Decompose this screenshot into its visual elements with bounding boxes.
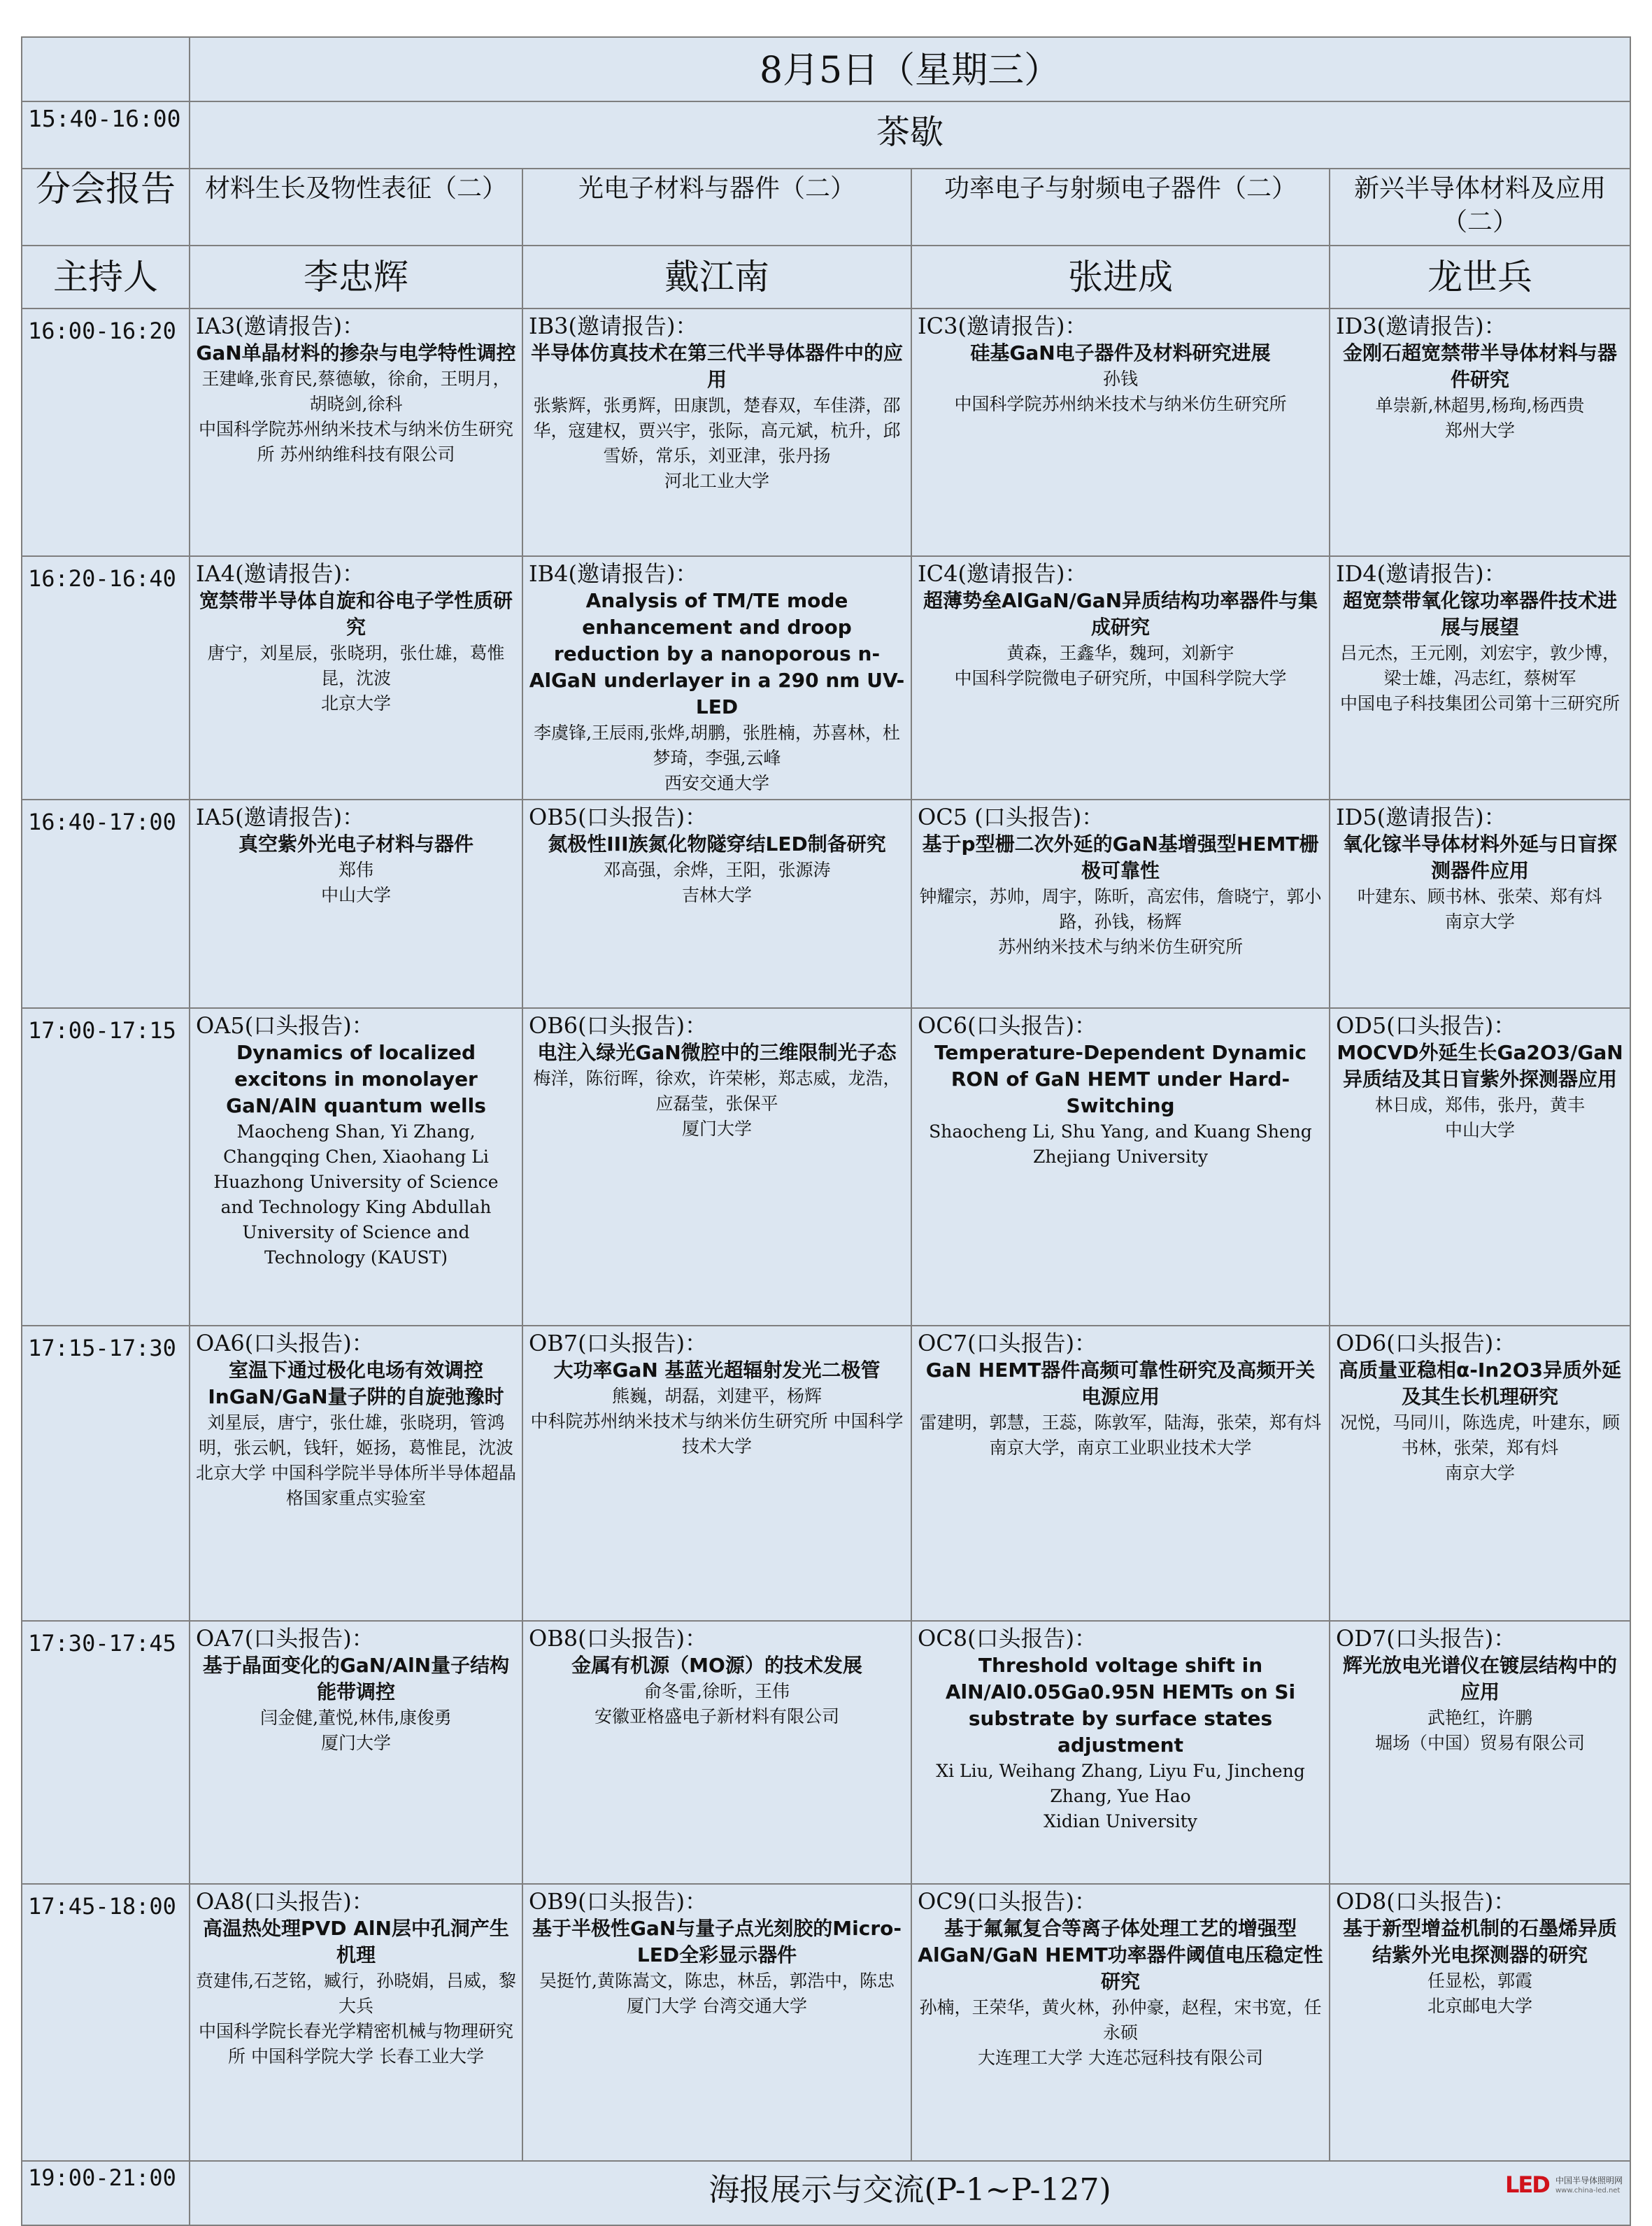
talk-affiliation: 郑州大学: [1445, 420, 1516, 441]
talk-authors: 孙钱: [1102, 369, 1138, 389]
talk-authors: 俞冬雷,徐昕，王伟: [644, 1681, 790, 1701]
talk-code: ID5(邀请报告)：: [1336, 804, 1507, 830]
talk-affiliation: 厦门大学 台湾交通大学: [627, 1996, 807, 2016]
time-slot-row: [22, 1884, 1630, 2161]
talk-cell: [1330, 556, 1630, 800]
host-name: 龙世兵: [1330, 246, 1630, 309]
talk-cell: [190, 309, 522, 556]
talk-title: 超薄势垒AlGaN/GaN异质结构功率器件与集成研究: [923, 589, 1318, 639]
talk-affiliation: 安徽亚格盛电子新材料有限公司: [594, 1706, 839, 1727]
talk-authors: Shaocheng Li, Shu Yang, and Kuang Sheng: [929, 1121, 1312, 1142]
talk-title: Dynamics of localized excitons in monolayer GaN/AlN quantum wells: [226, 1041, 486, 1117]
session-header-label: 分会报告: [22, 169, 190, 246]
talk-authors: 唐宁，刘星辰，张晓玥，张仕雄，葛惟昆，沈波: [207, 643, 505, 688]
talk-title: 金刚石超宽禁带半导体材料与器件研究: [1343, 341, 1618, 391]
time-slot-row: [22, 1008, 1630, 1326]
talk-affiliation: 南京大学: [1445, 1463, 1516, 1483]
talk-title: Threshold voltage shift in AlN/Al0.05Ga0.95N HEMTs on Si substrate by surface states adjustment: [945, 1654, 1296, 1757]
talk-code: OC5 (口头报告)：: [918, 804, 1104, 830]
talk-cell: [190, 1008, 522, 1326]
host-name: 戴江南: [522, 246, 911, 309]
talk-title: 超宽禁带氧化镓功率器件技术进展与展望: [1343, 589, 1618, 639]
talk-code: OB5(口头报告)：: [529, 804, 708, 830]
host-name: 张进成: [911, 246, 1330, 309]
talk-code: OD8(口头报告)：: [1336, 1888, 1516, 1915]
talk-authors: Maocheng Shan, Yi Zhang, Changqing Chen, Xiaohang Li: [223, 1121, 489, 1167]
talk-affiliation: 中国科学院苏州纳米技术与纳米仿生研究所: [954, 394, 1287, 414]
talk-affiliation: 中国科学院微电子研究所，中国科学院大学: [954, 668, 1287, 688]
talk-title: 基于新型增益机制的石墨烯异质结紫外光电探测器的研究: [1343, 1917, 1618, 1966]
slot-time: 16:00-16:20: [22, 309, 190, 556]
talk-code: IA3(邀请报告)：: [196, 313, 365, 339]
talk-affiliation: 中国电子科技集团公司第十三研究所: [1340, 693, 1621, 714]
talk-code: OB7(口头报告)：: [529, 1330, 708, 1356]
slot-time: 16:40-17:00: [22, 800, 190, 1008]
talk-code: OB6(口头报告)：: [529, 1012, 708, 1039]
talk-authors: Xi Liu, Weihang Zhang, Liyu Fu, Jincheng Zhang, Yue Hao: [936, 1761, 1305, 1806]
poster-session-row: [22, 2161, 1630, 2225]
talk-cell: [911, 1326, 1330, 1621]
tea-break-time: 15:40-16:00: [22, 101, 190, 169]
talk-affiliation: 西安交通大学: [664, 773, 769, 793]
talk-affiliation: 北京大学: [320, 693, 391, 714]
slot-time: 17:45-18:00: [22, 1884, 190, 2161]
talk-affiliation: Xidian University: [1044, 1811, 1197, 1831]
talk-cell: [190, 1326, 522, 1621]
talk-affiliation: Huazhong University of Science and Technology King Abdullah University of Science and Technology (KAUST): [213, 1172, 499, 1268]
slot-time: 16:20-16:40: [22, 556, 190, 800]
talk-title: 高质量亚稳相α-In2O3异质外延及其生长机理研究: [1339, 1359, 1622, 1408]
talk-affiliation: 堀场（中国）贸易有限公司: [1375, 1733, 1586, 1753]
talk-cell: [522, 1621, 911, 1884]
talk-authors: 雷建明，郭慧，王蕊，陈敦军，陆海，张荣，郑有炓: [919, 1412, 1322, 1433]
talk-title: Temperature-Dependent Dynamic RON of GaN HEMT under Hard-Switching: [934, 1041, 1306, 1117]
talk-cell: [1330, 1621, 1630, 1884]
talk-affiliation: 苏州纳米技术与纳米仿生研究所: [997, 937, 1243, 957]
talk-cell: [911, 556, 1330, 800]
slot-time: 17:00-17:15: [22, 1008, 190, 1326]
talk-code: IC4(邀请报告)：: [918, 560, 1088, 587]
talk-title: 真空紫外光电子材料与器件: [238, 832, 473, 856]
talk-cell: [190, 1621, 522, 1884]
talk-authors: 黄森，王鑫华，魏珂，刘新宇: [1006, 643, 1234, 663]
talk-cell: [190, 556, 522, 800]
schedule-table: [21, 36, 1631, 2226]
session-header-row: [22, 169, 1630, 246]
talk-code: IB4(邀请报告)：: [529, 560, 698, 587]
time-slot-row: [22, 1326, 1630, 1621]
talk-cell: [1330, 800, 1630, 1008]
date-row: [22, 37, 1630, 101]
talk-code: OD5(口头报告)：: [1336, 1012, 1516, 1039]
talk-authors: 郑伟: [338, 860, 373, 880]
talk-code: OC9(口头报告)：: [918, 1888, 1097, 1915]
host-row: [22, 246, 1630, 309]
talk-authors: 李虞锋,王辰雨,张烨,胡鹏，张胜楠，苏喜林，杜梦琦，李强,云峰: [534, 723, 900, 768]
talk-authors: 邓高强，余烨，王阳，张源涛: [603, 860, 831, 880]
logo-url: www.china-led.net: [1555, 2187, 1621, 2195]
talk-affiliation: 大连理工大学 大连芯冠科技有限公司: [978, 2048, 1263, 2068]
time-slot-row: [22, 556, 1630, 800]
talk-authors: 叶建东、顾书林、张荣、郑有炓: [1358, 886, 1603, 907]
talk-cell: [522, 1008, 911, 1326]
talk-affiliation: 中山大学: [1445, 1120, 1516, 1140]
talk-title: 大功率GaN 基蓝光超辐射发光二极管: [553, 1359, 881, 1382]
site-logo: [1505, 2171, 1631, 2199]
talk-cell: [1330, 309, 1630, 556]
talk-code: IB3(邀请报告)：: [529, 313, 698, 339]
talk-authors: 任显松，郭霞: [1427, 1971, 1533, 1991]
poster-label: 海报展示与交流(P-1~P-127): [190, 2161, 1630, 2225]
host-name: 李忠辉: [190, 246, 522, 309]
tea-break-row: [22, 101, 1630, 169]
talk-cell: [911, 309, 1330, 556]
talk-title: 硅基GaN电子器件及材料研究进展: [970, 341, 1271, 364]
talk-code: IA5(邀请报告)：: [196, 804, 365, 830]
talk-authors: 刘星辰，唐宁，张仕雄，张晓玥，管鸿明，张云帆，钱轩，姬扬，葛惟昆，沈波: [198, 1412, 513, 1458]
talk-authors: 钟耀宗，苏帅，周宇，陈昕，高宏伟，詹晓宁，郭小路，孙钱，杨辉: [919, 886, 1322, 932]
talk-affiliation: 厦门大学: [681, 1119, 752, 1139]
talk-code: OA5(口头报告)：: [196, 1012, 374, 1039]
talk-affiliation: 南京大学: [1445, 912, 1516, 932]
talk-title: GaN HEMT器件高频可靠性研究及高频开关电源应用: [925, 1359, 1316, 1408]
talk-code: ID3(邀请报告)：: [1336, 313, 1507, 339]
talk-authors: 武艳红，许鹏: [1427, 1708, 1533, 1728]
logo-mark: LED: [1505, 2171, 1549, 2198]
talk-cell: [911, 800, 1330, 1008]
talk-authors: 张紫辉，张勇辉，田康凯，楚春双，车佳漭，邵华，寇建权，贾兴宇，张际，高元斌，杭升，邱雪娇，常乐，刘亚津，张丹扬: [533, 395, 901, 466]
talk-title: 室温下通过极化电场有效调控InGaN/GaN量子阱的自旋弛豫时: [208, 1359, 504, 1408]
talk-cell: [911, 1621, 1330, 1884]
talk-authors: 王建峰,张育民,蔡德敏，徐俞，王明月，胡晓剑,徐科: [201, 369, 511, 414]
talk-title: 基于氟氟复合等离子体处理工艺的增强型AlGaN/GaN HEMT功率器件阈值电压稳定性研究: [918, 1917, 1323, 1993]
talk-affiliation: 南京大学，南京工业职业技术大学: [989, 1438, 1252, 1458]
date-title: 8月5日（星期三）: [190, 37, 1630, 101]
talk-cell: [1330, 1326, 1630, 1621]
talk-cell: [522, 556, 911, 800]
talk-authors: 贲建伟,石芝铭，臧行，孙晓娟，吕威，黎大兵: [196, 1971, 516, 2016]
talk-code: ID4(邀请报告)：: [1336, 560, 1507, 587]
talk-title: 氧化镓半导体材料外延与日盲探测器件应用: [1343, 832, 1618, 882]
poster-time: 19:00-21:00: [22, 2161, 190, 2225]
session-name: 光电子材料与器件（二）: [522, 169, 911, 246]
talk-title: 高温热处理PVD AlN层中孔洞产生机理: [203, 1917, 509, 1966]
talk-affiliation: 河北工业大学: [664, 471, 769, 491]
time-slot-row: [22, 1621, 1630, 1884]
tea-break-label: 茶歇: [190, 101, 1630, 169]
date-corner-cell: [22, 37, 190, 101]
talk-code: OD7(口头报告)：: [1336, 1625, 1516, 1652]
talk-authors: 林日成，郑伟，张丹，黄丰: [1375, 1095, 1586, 1115]
talk-authors: 吴挺竹,黄陈嵩文，陈忠，林岳，郭浩中，陈忠: [539, 1971, 895, 1991]
talk-title: 基于晶面变化的GaN/AlN量子结构能带调控: [202, 1654, 510, 1703]
session-name: 功率电子与射频电子器件（二）: [911, 169, 1330, 246]
talk-affiliation: 厦门大学: [320, 1733, 391, 1753]
talk-code: OA7(口头报告)：: [196, 1625, 374, 1652]
talk-cell: [1330, 1008, 1630, 1326]
talk-authors: 吕元杰，王元刚，刘宏宇，敦少博，梁士雄，冯志红，蔡树军: [1340, 643, 1621, 688]
talk-affiliation: 中山大学: [320, 885, 391, 905]
talk-title: 宽禁带半导体自旋和谷电子学性质研究: [199, 589, 513, 639]
time-slot-row: [22, 309, 1630, 556]
talk-authors: 孙楠，王荣华，黄火林，孙仲豪，赵程，宋书宽，任永硕: [919, 1997, 1322, 2043]
slot-time: 17:30-17:45: [22, 1621, 190, 1884]
talk-affiliation: 北京邮电大学: [1427, 1996, 1533, 2016]
talk-cell: [522, 309, 911, 556]
talk-affiliation: 中国科学院长春光学精密机械与物理研究所 中国科学院大学 长春工业大学: [198, 2021, 513, 2067]
talk-title: Analysis of TM/TE mode enhancement and droop reduction by a nanoporous n-AlGaN underlayer in a 290 nm UV-LED: [529, 589, 905, 718]
talk-cell: [190, 1884, 522, 2161]
talk-title: 基于半极性GaN与量子点光刻胶的Micro-LED全彩显示器件: [532, 1917, 902, 1966]
talk-code: OC6(口头报告)：: [918, 1012, 1097, 1039]
talk-code: OB9(口头报告)：: [529, 1888, 708, 1915]
talk-cell: [190, 800, 522, 1008]
talk-affiliation: 吉林大学: [681, 885, 752, 905]
talk-code: IC3(邀请报告)：: [918, 313, 1088, 339]
talk-code: OA8(口头报告)：: [196, 1888, 374, 1915]
talk-code: IA4(邀请报告)：: [196, 560, 365, 587]
time-slot-row: [22, 800, 1630, 1008]
talk-affiliation: 北京大学 中国科学院半导体所半导体超晶格国家重点实验室: [196, 1463, 516, 1508]
talk-authors: 熊巍，胡磊，刘建平，杨辉: [611, 1386, 822, 1406]
talk-title: GaN单晶材料的掺杂与电学特性调控: [196, 341, 516, 364]
talk-title: 半导体仿真技术在第三代半导体器件中的应用: [530, 341, 903, 391]
talk-code: OA6(口头报告)：: [196, 1330, 374, 1356]
talk-authors: 闫金健,董悦,林伟,康俊勇: [260, 1708, 452, 1728]
talk-title: 氮极性III族氮化物隧穿结LED制备研究: [548, 832, 886, 856]
talk-cell: [1330, 1884, 1630, 2161]
talk-affiliation: 中国科学院苏州纳米技术与纳米仿生研究所 苏州纳维科技有限公司: [198, 419, 513, 465]
session-name: 新兴半导体材料及应用（二）: [1330, 169, 1630, 246]
talk-authors: 梅洋，陈衍晖，徐欢，许荣彬，郑志威，龙浩，应磊莹，张保平: [533, 1068, 901, 1114]
slot-time: 17:15-17:30: [22, 1326, 190, 1621]
talk-affiliation: 中科院苏州纳米技术与纳米仿生研究所 中国科学技术大学: [530, 1411, 904, 1456]
talk-code: OC8(口头报告)：: [918, 1625, 1097, 1652]
talk-cell: [522, 1326, 911, 1621]
talk-affiliation: Zhejiang University: [1033, 1147, 1208, 1167]
talk-title: 辉光放电光谱仪在镀层结构中的应用: [1343, 1654, 1618, 1703]
talk-cell: [911, 1008, 1330, 1326]
session-name: 材料生长及物性表征（二）: [190, 169, 522, 246]
talk-cell: [911, 1884, 1330, 2161]
talk-title: MOCVD外延生长Ga2O3/GaN异质结及其日盲紫外探测器应用: [1337, 1041, 1623, 1091]
talk-authors: 单崇新,林超男,杨珣,杨西贵: [1375, 395, 1585, 416]
talk-code: OD6(口头报告)：: [1336, 1330, 1516, 1356]
talk-title: 电注入绿光GaN微腔中的三维限制光子态: [537, 1041, 897, 1064]
logo-site-name: 中国半导体照明网: [1555, 2176, 1623, 2185]
host-label: 主持人: [22, 246, 190, 309]
talk-code: OB8(口头报告)：: [529, 1625, 708, 1652]
talk-authors: 况悦，马同川，陈选虎，叶建东，顾书林，张荣，郑有炓: [1340, 1412, 1621, 1458]
talk-cell: [522, 1884, 911, 2161]
talk-code: OC7(口头报告)：: [918, 1330, 1097, 1356]
talk-cell: [522, 800, 911, 1008]
talk-title: 基于p型栅二次外延的GaN基增强型HEMT栅极可靠性: [922, 832, 1319, 882]
talk-title: 金属有机源（MO源）的技术发展: [571, 1654, 862, 1677]
